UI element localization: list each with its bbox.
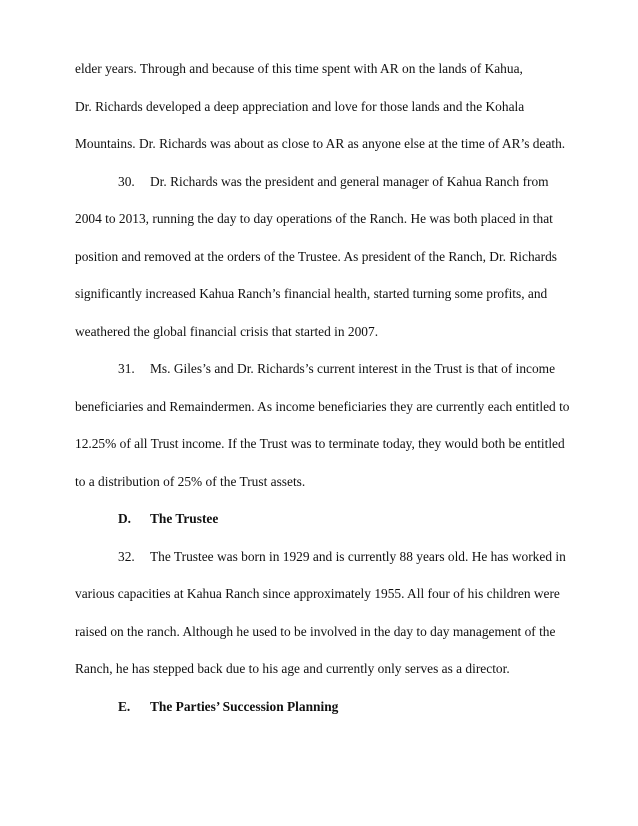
section-title: The Parties’ Succession Planning xyxy=(150,699,339,714)
body-line: weathered the global financial crisis that started in 2007. xyxy=(75,324,379,339)
body-line: raised on the ranch. Although he used to be involved in the day to day management of the xyxy=(75,624,556,639)
paragraph-31-first-line xyxy=(118,361,555,377)
section-letter: E. xyxy=(118,699,131,714)
section-title: The Trustee xyxy=(150,511,219,526)
section-heading-e xyxy=(118,699,338,715)
body-line: 2004 to 2013, running the day to day operations of the Ranch. He was both placed in that xyxy=(75,211,553,226)
body-line: various capacities at Kahua Ranch since approximately 1955. All four of his children were xyxy=(75,586,560,601)
paragraph-number: 30. xyxy=(118,174,135,189)
body-line: beneficiaries and Remaindermen. As income beneficiaries they are currently each entitled to xyxy=(75,399,570,414)
body-line: Mountains. Dr. Richards was about as close to AR as anyone else at the time of AR’s death. xyxy=(75,136,566,151)
body-line: 12.25% of all Trust income. If the Trust was to terminate today, they would both be entitled xyxy=(75,436,565,451)
section-heading-d xyxy=(118,511,218,527)
paragraph-30-first-line xyxy=(118,174,549,190)
paragraph-32-first-line xyxy=(118,549,566,565)
body-line: elder years. Through and because of this time spent with AR on the lands of Kahua, xyxy=(75,61,523,76)
body-line: to a distribution of 25% of the Trust assets. xyxy=(75,474,306,489)
paragraph-number: 31. xyxy=(118,361,135,376)
paragraph-text: The Trustee was born in 1929 and is currently 88 years old. He has worked in xyxy=(150,549,566,564)
section-letter: D. xyxy=(118,511,132,526)
body-line: Dr. Richards developed a deep appreciation and love for those lands and the Kohala xyxy=(75,99,525,114)
body-line: position and removed at the orders of the Trustee. As president of the Ranch, Dr. Richards xyxy=(75,249,557,264)
paragraph-text: Ms. Giles’s and Dr. Richards’s current interest in the Trust is that of income xyxy=(150,361,556,376)
paragraph-number: 32. xyxy=(118,549,135,564)
body-line: Ranch, he has stepped back due to his age and currently only serves as a director. xyxy=(75,661,510,676)
body-line: significantly increased Kahua Ranch’s financial health, started turning some profits, and xyxy=(75,286,548,301)
paragraph-text: Dr. Richards was the president and general manager of Kahua Ranch from xyxy=(150,174,549,189)
